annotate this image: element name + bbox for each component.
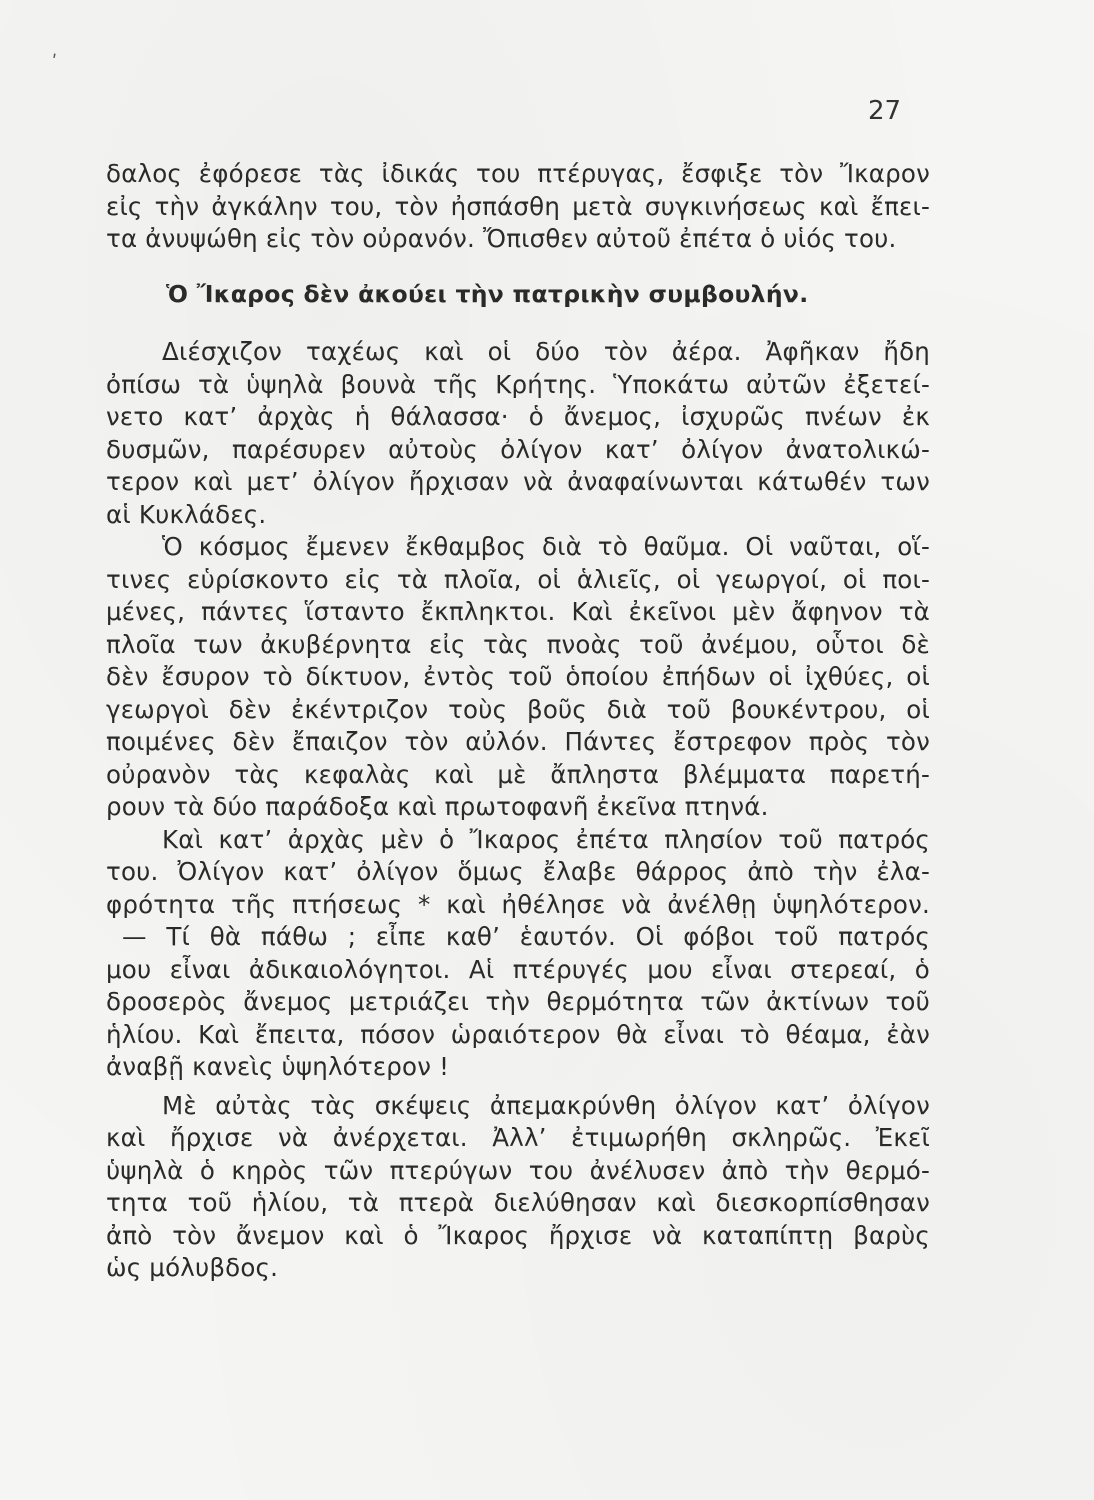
- text-line: τητα τοῦ ἡλίου, τὰ πτερὰ διελύθησαν καὶ διεσκορπίσθησαν: [106, 1188, 930, 1217]
- text-line: Διέσχιζον ταχέως καὶ οἱ δύο τὸν ἀέρα. Ἀφῆκαν ἤδη: [162, 337, 930, 366]
- text-line: εἰς τὴν ἀγκάλην του, τὸν ἠσπάσθη μετὰ συγκινήσεως καὶ ἔπει-: [106, 191, 930, 221]
- text-line: τινες εὑρίσκοντο εἰς τὰ πλοῖα, οἱ ἁλιεῖς, οἱ γεωργοί, οἱ ποι-: [106, 564, 930, 594]
- text-line: μένες, πάντες ἵσταντο ἔκπληκτοι. Καὶ ἐκεῖνοι μὲν ἄφηνον τὰ: [106, 597, 930, 626]
- text-line: νετο κατ’ ἀρχὰς ἡ θάλασσα· ὁ ἄνεμος, ἰσχυρῶς πνέων ἐκ: [106, 402, 930, 431]
- section-heading: Ὁ Ἴκαρος δὲν ἀκούει τὴν πατρικὴν συμβουλήν.: [166, 279, 809, 308]
- text-line: ἡλίου. Καὶ ἔπειτα, πόσον ὡραιότερον θὰ εἶναι τὸ θέαμα, ἐὰν: [106, 1019, 930, 1049]
- text-line: ὀπίσω τὰ ὑψηλὰ βουνὰ τῆς Κρήτης. Ὑποκάτω αὐτῶν ἐξετεί-: [106, 369, 930, 399]
- text-body: [106, 158, 930, 1285]
- text-line: ἀπὸ τὸν ἄνεμον καὶ ὁ Ἴκαρος ἤρχισε νὰ καταπίπτῃ βαρὺς: [106, 1220, 930, 1250]
- text-line: μου εἶναι ἀδικαιολόγητοι. Αἱ πτέρυγές μου εἶναι στερεαί, ὁ: [106, 954, 930, 984]
- paragraph-1: [106, 158, 930, 256]
- text-line: ὑψηλὰ ὁ κηρὸς τῶν πτερύγων του ἀνέλυσεν ἀπὸ τὴν θερμό-: [106, 1155, 930, 1185]
- text-line: αἱ Κυκλάδες.: [106, 499, 267, 529]
- text-line: δροσερὸς ἄνεμος μετριάζει τὴν θερμότητα τῶν ἀκτίνων τοῦ: [106, 987, 930, 1016]
- text-line: — Τί θὰ πάθω ; εἶπε καθ’ ἑαυτόν. Οἱ φόβοι τοῦ πατρός: [122, 922, 930, 951]
- text-line: φρότητα τῆς πτήσεως * καὶ ἠθέλησε νὰ ἀνέλθῃ ὑψηλότερον.: [106, 889, 930, 919]
- margin-mark: ʹ: [52, 52, 58, 73]
- paragraph-4: [106, 824, 930, 922]
- text-line: οὐρανὸν τὰς κεφαλὰς καὶ μὲ ἄπληστα βλέμματα παρετή-: [106, 759, 930, 789]
- text-line: δὲν ἔσυρον τὸ δίκτυον, ἐντὸς τοῦ ὁποίου ἐπήδων οἱ ἰχθύες, οἱ: [106, 662, 930, 691]
- text-line: Καὶ κατ’ ἀρχὰς μὲν ὁ Ἴκαρος ἐπέτα πλησίον τοῦ πατρός: [162, 824, 930, 854]
- text-line: ρουν τὰ δύο παράδοξα καὶ πρωτοφανῆ ἐκεῖνα πτηνά.: [106, 792, 769, 821]
- paragraph-2: [106, 336, 930, 531]
- text-line: του. Ὀλίγον κατ’ ὀλίγον ὅμως ἔλαβε θάρρος ἀπὸ τὴν ἐλα-: [106, 857, 930, 886]
- paragraph-5: [106, 921, 930, 1084]
- text-line: Ὁ κόσμος ἔμενεν ἔκθαμβος διὰ τὸ θαῦμα. Οἱ ναῦται, οἵ-: [162, 532, 930, 561]
- text-line: Μὲ αὐτὰς τὰς σκέψεις ἀπεμακρύνθη ὀλίγον κατ’ ὀλίγον: [162, 1090, 930, 1120]
- text-line: δαλος ἐφόρεσε τὰς ἰδικάς του πτέρυγας, ἔσφιξε τὸν Ἴκαρον: [106, 159, 930, 188]
- text-line: καὶ ἤρχισε νὰ ἀνέρχεται. Ἀλλ’ ἐτιμωρήθη σκληρῶς. Ἐκεῖ: [106, 1123, 930, 1152]
- text-line: ὡς μόλυβδος.: [106, 1253, 279, 1282]
- paragraph-6: [106, 1090, 930, 1285]
- text-line: ποιμένες δὲν ἔπαιζον τὸν αὐλόν. Πάντες ἔστρεφον πρὸς τὸν: [106, 727, 930, 756]
- text-line: τα ἀνυψώθη εἰς τὸν οὐρανόν. Ὄπισθεν αὐτοῦ ἐπέτα ὁ υἱός του.: [106, 224, 897, 253]
- page-number: 27: [868, 96, 902, 126]
- text-line: δυσμῶν, παρέσυρεν αὐτοὺς ὀλίγον κατ’ ὀλίγον ἀνατολικώ-: [106, 434, 930, 464]
- text-line: γεωργοὶ δὲν ἐκέντριζον τοὺς βοῦς διὰ τοῦ βουκέντρου, οἱ: [106, 694, 930, 724]
- text-line: τερον καὶ μετ’ ὀλίγον ἤρχισαν νὰ ἀναφαίνωνται κάτωθέν των: [106, 467, 930, 496]
- text-line: πλοῖα των ἀκυβέρνητα εἰς τὰς πνοὰς τοῦ ἀνέμου, οὗτοι δὲ: [106, 629, 930, 659]
- text-line: ἀναβῇ κανεὶς ὑψηλότερον !: [106, 1052, 450, 1081]
- paragraph-3: [106, 531, 930, 824]
